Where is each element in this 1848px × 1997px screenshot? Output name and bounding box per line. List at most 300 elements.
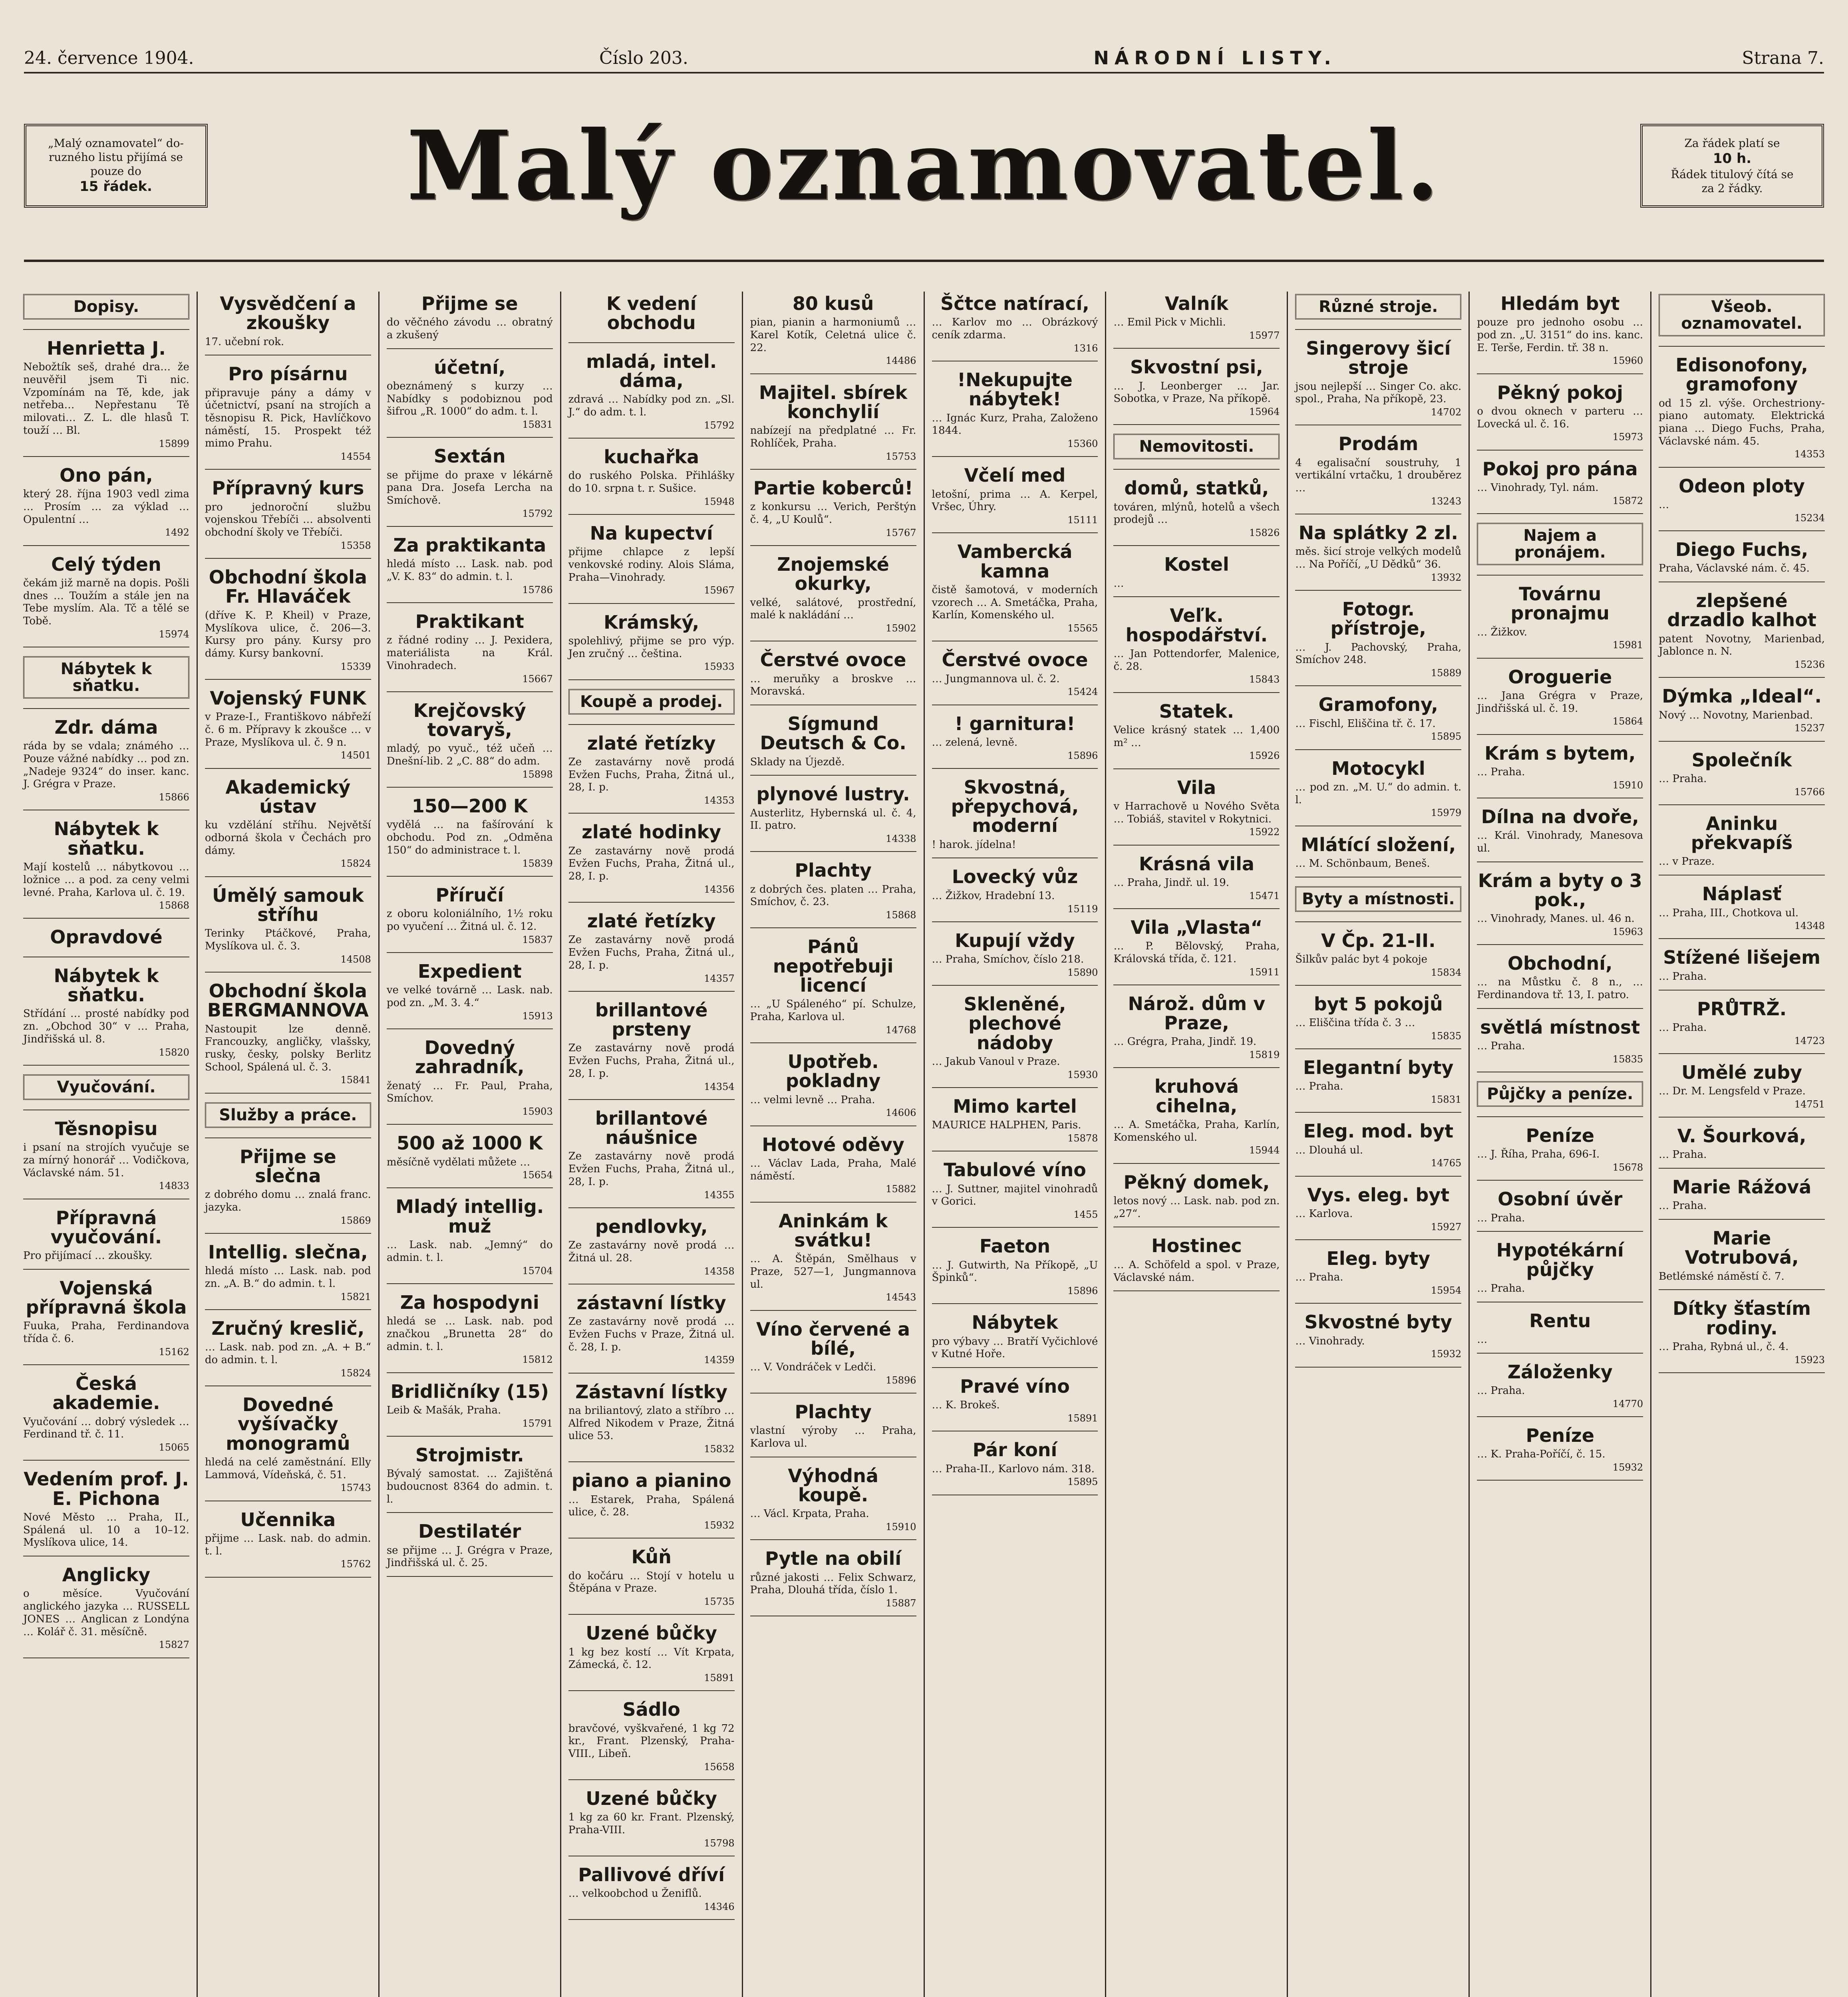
ad-text: … Dr. M. Lengsfeld v Praze. — [1659, 1085, 1806, 1098]
classified-ad — [387, 796, 553, 877]
ad-number: 14770 — [1612, 1398, 1643, 1409]
ad-number: 15791 — [522, 1417, 553, 1429]
ad-text: … Praha. — [1477, 1040, 1525, 1052]
ad-text: bravčové, vyškvařené, 1 kg 72 kr., Frant. Plzenský, Praha-VIII., Libeň. — [568, 1722, 735, 1760]
ad-title: Nemovitosti. — [1113, 434, 1280, 459]
classified-ad — [387, 447, 553, 527]
ad-number: 15895 — [1067, 1476, 1098, 1488]
ad-number: 15967 — [704, 585, 735, 596]
ad-text: … J. Gutwirth, Na Příkopě, „U Špinků“. — [932, 1259, 1098, 1284]
ad-title: Sextán — [433, 445, 506, 467]
ad-title: Uzené bůčky — [586, 1787, 717, 1809]
ad-number: 1316 — [1073, 342, 1098, 354]
section-heading — [205, 1102, 371, 1138]
ad-number: 15933 — [704, 661, 735, 673]
classified-ad — [1659, 1177, 1825, 1220]
ad-title: PRŮTRŽ. — [1697, 998, 1787, 1020]
ad-number: 15895 — [1431, 731, 1462, 742]
ad-column — [16, 292, 198, 1997]
ad-title: Opravdové — [50, 926, 163, 948]
ad-title: Vojenská přípravná škola — [26, 1277, 187, 1318]
classified-ad — [1477, 1126, 1643, 1181]
classified-ad — [1659, 591, 1825, 678]
ad-title: ! garnitura! — [954, 713, 1075, 734]
ad-title: Úmělý samouk stříhu — [212, 884, 364, 925]
classified-ad — [387, 612, 553, 692]
classified-ad — [1477, 667, 1643, 735]
masthead — [24, 108, 1824, 228]
classified-ad — [205, 1319, 371, 1386]
ad-title: V Čp. 21-II. — [1321, 929, 1436, 951]
ad-text: ! harok. jídelna! — [932, 838, 1016, 851]
ad-text: … na Můstku č. 8 n., … Ferdinandova tř. 13, I. patro. — [1477, 976, 1643, 1001]
ad-text: … Žižkov. — [1477, 626, 1527, 638]
classified-ad — [1477, 584, 1643, 659]
ad-number: 15974 — [159, 628, 189, 640]
ad-title: Fotogr. přístroje, — [1330, 598, 1427, 639]
ad-text: i psaní na strojích vyučuje se za mírný honorář … Vodičkova, Václavské nám. 51. — [23, 1141, 189, 1179]
ad-number: 14606 — [886, 1107, 916, 1119]
classified-ad — [568, 524, 735, 604]
classified-ad — [387, 1293, 553, 1373]
classified-ad — [23, 1565, 189, 1658]
ad-number: 15869 — [340, 1215, 371, 1226]
classified-ad — [1477, 459, 1643, 514]
ad-title: 500 až 1000 K — [396, 1132, 543, 1154]
ad-text: Nový … Novotny, Marienbad. — [1659, 709, 1813, 721]
classified-ad — [1477, 1189, 1643, 1232]
ad-number: 14353 — [704, 795, 735, 806]
classified-ad — [1295, 1312, 1461, 1367]
ad-number: 15786 — [522, 584, 553, 596]
classified-ad — [205, 689, 371, 769]
ad-text: pian, pianin a harmoniumů … Karel Kotík, Celetná ulice č. 22. — [750, 316, 916, 354]
classified-ad — [568, 1109, 735, 1208]
classified-ad — [1659, 814, 1825, 875]
ad-text: … P. Bělovský, Praha, Královská třída, č. 121. — [1113, 940, 1280, 965]
classified-ad — [568, 613, 735, 680]
classified-ad — [1659, 948, 1825, 990]
ad-title: Stížené lišejem — [1663, 947, 1821, 969]
ad-text: Nastoupit lze denně. Francouzky, angličky, vlašsky, rusky, česky, polsky Berlitz School, Spálená ul. č. 3. — [205, 1023, 371, 1073]
ad-text: Mají kostelů … nábytkovou … ložnice … a pod. za ceny velmi levné. Praha, Karlova ul. č. 19. — [23, 861, 189, 899]
ad-number: 15979 — [1431, 807, 1462, 819]
classified-ad — [1295, 835, 1461, 877]
ad-title: kuchařka — [604, 446, 699, 468]
ad-number: 15926 — [1249, 750, 1280, 762]
ad-title: Intellig. slečna, — [208, 1241, 368, 1263]
ad-title: K vedení obchodu — [606, 293, 697, 334]
ad-number: 15930 — [1067, 1069, 1098, 1080]
classified-ad — [932, 714, 1098, 769]
classified-ad — [1113, 357, 1280, 425]
ad-number: 15882 — [886, 1183, 916, 1195]
ad-number: 15832 — [704, 1443, 735, 1455]
ad-number: 14702 — [1431, 407, 1462, 418]
ad-text: … Grégra, Praha, Jindř. 19. — [1113, 1036, 1257, 1048]
ad-text: … Praha. — [1659, 1200, 1707, 1212]
classified-ad — [1659, 1299, 1825, 1373]
ad-title: Příručí — [435, 884, 504, 906]
ad-title: Pár koní — [972, 1439, 1057, 1461]
ad-text: … zelená, levně. — [932, 736, 1018, 748]
ad-number: 15964 — [1249, 406, 1280, 418]
ad-text: … Praha-II., Karlovo nám. 318. — [932, 1463, 1095, 1475]
classified-ad — [750, 1052, 916, 1126]
ad-number: 15868 — [159, 900, 189, 911]
ad-number: 14359 — [704, 1354, 735, 1366]
classified-ad — [568, 1624, 735, 1691]
ad-number: 14554 — [340, 451, 371, 463]
ad-title: Zručný kreslič, — [211, 1317, 365, 1339]
ad-number: 15891 — [704, 1672, 735, 1683]
ad-text: … — [1477, 1334, 1488, 1346]
classified-ad — [205, 1147, 371, 1234]
ad-number: 15236 — [1794, 659, 1825, 671]
ad-title: Vojenský FUNK — [210, 687, 366, 709]
ad-column — [1288, 292, 1470, 1997]
classified-ad — [750, 555, 916, 641]
ad-title: Faeton — [979, 1235, 1051, 1257]
ad-text: Terinky Ptáčkové, Praha, Myslíkova ul. č. 3. — [205, 927, 371, 952]
header-page: Strana 7. — [1742, 48, 1824, 68]
ad-number: 15827 — [159, 1639, 189, 1651]
right-box-line: 10 h. — [1713, 151, 1752, 167]
ad-title: Prodám — [1338, 433, 1419, 455]
ad-number: 15903 — [522, 1106, 553, 1117]
ad-title: Hostinec — [1151, 1235, 1242, 1257]
ad-title: zlaté řetízky — [587, 910, 716, 932]
ad-column — [925, 292, 1107, 1997]
ad-title: Krásná vila — [1139, 853, 1254, 875]
ad-title: Osobní úvěr — [1498, 1188, 1623, 1210]
classified-ad — [932, 1097, 1098, 1151]
ad-title: Rentu — [1529, 1310, 1591, 1332]
ad-number: 15932 — [1612, 1462, 1643, 1473]
ad-text: měsíčně vydělati můžete … — [386, 1156, 531, 1168]
ad-text: se přijme do praxe v lékárně pana Dra. Josefa Lercha na Smíchově. — [386, 469, 553, 507]
classified-ad — [750, 784, 916, 852]
classified-ad — [1477, 1426, 1643, 1481]
ad-title: Krám a byty o 3 pok., — [1478, 869, 1642, 911]
classified-ad — [387, 1038, 553, 1125]
classified-ad — [932, 294, 1098, 361]
ad-number: 14353 — [1794, 449, 1825, 460]
ad-title: mladá, intel. dáma, — [586, 350, 717, 391]
ad-number: 15762 — [340, 1558, 371, 1570]
ad-text: do ruského Polska. Přihlášky do 10. srpna t. r. Sušice. — [568, 470, 735, 494]
ad-number: 15565 — [1067, 623, 1098, 634]
classified-ad — [387, 1133, 553, 1188]
ad-number: 14348 — [1794, 920, 1825, 932]
classified-ad — [932, 370, 1098, 457]
ad-number: 1492 — [165, 527, 189, 538]
classified-ad — [568, 822, 735, 903]
classified-ad — [750, 1211, 916, 1311]
ad-text: z konkursu … Verich, Perštýn č. 4, „U Koulů“. — [750, 501, 916, 526]
ad-title: Společník — [1691, 749, 1792, 771]
ad-text: … Jakub Vanoul v Praze. — [932, 1055, 1060, 1068]
ad-title: Oroguerie — [1508, 666, 1612, 688]
ad-text: Šilkův palác byt 4 pokoje — [1295, 953, 1428, 965]
ad-text: přijme chlapce z lepší venkovské rodiny. Alois Sláma, Praha—Vinohrady. — [568, 546, 735, 584]
ad-text: z řádné rodiny … J. Pexidera, materiálista na Král. Vinohradech. — [386, 634, 553, 672]
ad-number: 15654 — [522, 1169, 553, 1181]
ad-text: … Ignác Kurz, Praha, Založeno 1844. — [932, 412, 1098, 437]
ad-title: Skvostná, přepychová, moderní — [951, 776, 1079, 837]
ad-text: Ze zastavárny nově prodá Evžen Fuchs, Praha, Žitná ul., 28, I. p. — [568, 1150, 735, 1188]
classified-ad — [387, 1382, 553, 1437]
ad-number: 15111 — [1067, 514, 1098, 526]
ad-text: … Jungmannova ul. č. 2. — [932, 673, 1060, 685]
ad-text: hledá místo … Lask. nab. pod „V. K. 83“ do admin. t. l. — [386, 558, 553, 583]
ad-title: Obchodní škola BERGMANNOVA — [207, 980, 369, 1021]
ad-title: Hotové oděvy — [762, 1133, 904, 1155]
ad-text: MAURICE HALPHEN, Paris. — [932, 1119, 1081, 1132]
ad-title: účetní, — [434, 356, 506, 378]
ad-text: … Praha, III., Chotkova ul. — [1659, 907, 1799, 919]
ad-number: 15898 — [522, 768, 553, 780]
ad-text: Ze zastavárny nově prodá Evžen Fuchs, Praha, Žitná ul., 28, I. p. — [568, 845, 735, 883]
classified-ad — [932, 931, 1098, 986]
ad-title: Tabulové víno — [944, 1159, 1086, 1181]
classified-ad — [750, 383, 916, 470]
section-heading — [23, 294, 189, 330]
ad-title: Půjčky a peníze. — [1477, 1081, 1643, 1107]
ad-text: … Praha, Smíchov, číslo 218. — [932, 953, 1084, 966]
ad-number: 15981 — [1612, 639, 1643, 651]
ad-title: Mlátící složení, — [1301, 834, 1456, 856]
ad-title: Náplasť — [1702, 883, 1782, 905]
ad-title: Eleg. byty — [1326, 1248, 1431, 1270]
ad-number: 15360 — [1067, 438, 1098, 450]
classified-ad — [387, 358, 553, 438]
ad-number: 15065 — [159, 1442, 189, 1453]
ad-number: 15890 — [1067, 967, 1098, 978]
ad-title: Pravé víno — [960, 1375, 1070, 1397]
ad-title: zlaté hodinky — [582, 821, 721, 843]
ad-title: Různé stroje. — [1295, 294, 1461, 320]
section-heading — [1477, 523, 1643, 576]
ad-title: Dýmka „Ideal“. — [1662, 685, 1822, 707]
ad-number: 15872 — [1612, 495, 1643, 506]
ad-title: Vyučování. — [23, 1074, 189, 1100]
classified-ad — [1659, 355, 1825, 468]
ad-number: 13243 — [1431, 495, 1462, 507]
masthead-rule — [24, 260, 1824, 262]
classified-ad — [1295, 523, 1461, 591]
ad-text: čekám již marně na dopis. Pošli dnes … Toužím a stále jen na Tebe myslím. Ala. Tč a tělé se Tobě. — [23, 577, 189, 627]
ad-title: piano a pianino — [571, 1470, 731, 1492]
classified-ad — [1659, 884, 1825, 939]
ad-text: ve velké továrně … Lask. nab. pod zn. „M. 3. 4.“ — [386, 984, 553, 1009]
ad-text: vlastní výroby … Praha, Karlova ul. — [750, 1425, 916, 1450]
ad-number: 15835 — [1431, 1030, 1462, 1042]
ad-title: byt 5 pokojů — [1313, 993, 1443, 1015]
ad-title: Přijme se — [421, 293, 518, 314]
ad-text: Ze zastavárny nově prodá Evžen Fuchs, Praha, Žitná ul., 28, I. p. — [568, 934, 735, 971]
classified-ad — [387, 536, 553, 603]
classified-ad — [932, 995, 1098, 1088]
section-heading — [1295, 294, 1461, 330]
ad-text: … Praha. — [1659, 772, 1707, 785]
ad-text: Střídání … prosté nabídky pod zn. „Obchod 30“ v … Praha, Jindřišská ul. 8. — [23, 1008, 189, 1045]
ad-title: zlepšené drzadlo kalhot — [1667, 590, 1816, 631]
ad-column — [380, 292, 561, 1997]
ad-number: 15424 — [1067, 686, 1098, 698]
ad-text: obeznámený s kurzy … Nabídky s podobiznou pod šifrou „R. 1000“ do adm. t. l. — [386, 380, 553, 418]
ad-text: továren, mlýnů, hotelů a všech prodejů … — [1113, 501, 1280, 526]
ad-text: Ze zastavárny nově prodá Evžen Fuchs, Praha, Žitná ul., 28, I. p. — [568, 756, 735, 794]
ad-number: 15824 — [340, 858, 371, 869]
classified-ad — [568, 1789, 735, 1856]
ad-text: … Jana Grégra v Praze, Jindřišská ul. č. 19. — [1477, 689, 1643, 715]
ad-text: … Jan Pottendorfer, Malenice, č. 28. — [1113, 647, 1280, 673]
ad-title: Nábytek k sňatku. — [23, 656, 189, 699]
ad-title: Vedením prof. J. E. Pichona — [24, 1468, 189, 1509]
ad-number: 15839 — [522, 858, 553, 869]
ad-title: Byty a místnosti. — [1295, 886, 1461, 912]
ad-title: Česká akademie. — [52, 1373, 160, 1414]
ad-number: 15834 — [1431, 967, 1462, 978]
ad-text: velké, salátové, prostřední, malé k nakládání … — [750, 596, 916, 621]
classified-ad — [1113, 1236, 1280, 1291]
ad-number: 15667 — [522, 673, 553, 685]
ad-title: Umělé zuby — [1681, 1061, 1802, 1083]
ad-title: Plachty — [795, 860, 872, 881]
ad-text: různé jakosti … Felix Schwarz, Praha, Dlouhá třída, číslo 1. — [750, 1571, 916, 1596]
ad-number: 15973 — [1612, 431, 1643, 443]
ad-number: 14358 — [704, 1265, 735, 1277]
ad-title: domů, statků, — [1124, 477, 1269, 499]
ad-number: 15835 — [1612, 1053, 1643, 1065]
ad-number: 15866 — [159, 792, 189, 803]
ad-text: letošní, prima … A. Kerpel, Vršec, Úhry. — [932, 488, 1098, 513]
ad-text: … K. Brokeš. — [932, 1399, 1000, 1411]
ad-text: … Eliščina třída č. 3 … — [1295, 1017, 1415, 1029]
ad-text: hledá se … Lask. nab. pod značkou „Brunetta 28“ do admin. t. l. — [386, 1315, 553, 1353]
ad-title: Včelí med — [964, 465, 1066, 486]
ad-title: Zástavní lístky — [575, 1381, 728, 1403]
classified-ad — [1659, 1126, 1825, 1169]
ad-number: 15910 — [1612, 779, 1643, 791]
ad-text: mladý, po vyuč., též učeň … Dnešní-lib. 2 „C. 88“ do adm. — [386, 742, 553, 768]
ad-title: Pytle na obilí — [765, 1548, 902, 1570]
ad-text: … V. Vondráček v Ledči. — [750, 1361, 876, 1374]
ad-title: Anglicky — [62, 1564, 151, 1586]
classified-ad — [750, 861, 916, 928]
ad-number: 14355 — [704, 1189, 735, 1201]
ad-number: 15932 — [704, 1519, 735, 1531]
classified-ad — [568, 734, 735, 814]
ad-title: kruhová cihelna, — [1154, 1076, 1239, 1117]
ad-title: Přípravná vyučování. — [50, 1207, 162, 1248]
classified-ad — [568, 1000, 735, 1100]
ad-text: … Praha. — [1477, 1282, 1525, 1295]
classified-ad — [1477, 1018, 1643, 1072]
classified-ad — [1295, 1122, 1461, 1176]
ad-number: 15812 — [522, 1354, 553, 1366]
ad-text: Ze zastavárny nově prodá Evžen Fuchs, Praha, Žitná ul., 28, I. p. — [568, 1042, 735, 1080]
ad-number: 14765 — [1431, 1157, 1462, 1169]
ad-title: Peníze — [1526, 1125, 1594, 1147]
ad-number: 15824 — [340, 1367, 371, 1379]
ad-number: 15910 — [886, 1521, 916, 1533]
ad-number: 14486 — [886, 355, 916, 367]
ad-title: zástavní lístky — [576, 1292, 726, 1314]
ad-text: … Praha. — [1477, 1212, 1525, 1224]
classified-ad — [387, 701, 553, 788]
classified-ad — [387, 1197, 553, 1284]
ad-text: … Lask. nab. pod zn. „A. + B.“ do admin. t. l. — [205, 1341, 371, 1366]
ad-title: Výhodná koupě. — [788, 1465, 878, 1506]
ad-text: … velmi levně … Praha. — [750, 1094, 875, 1106]
ad-number: 15743 — [340, 1482, 371, 1494]
classified-ad — [750, 1402, 916, 1457]
ad-number: 15841 — [340, 1074, 371, 1086]
classified-ad — [23, 1374, 189, 1461]
section-heading — [23, 1074, 189, 1110]
classified-ad — [568, 352, 735, 439]
ad-title: Obchodní, — [1507, 953, 1613, 975]
classified-ad — [1477, 1311, 1643, 1354]
section-heading — [1659, 294, 1825, 347]
section-heading — [1477, 1081, 1643, 1117]
ad-title: Partie koberců! — [753, 477, 913, 499]
ad-title: Veľk. hospodářství. — [1125, 605, 1268, 646]
ad-title: Edisonofony, gramofony — [1675, 354, 1808, 395]
classified-ad — [1295, 759, 1461, 826]
classified-ad — [750, 1320, 916, 1394]
classified-ad — [932, 650, 1098, 705]
ad-text: Nové Město … Praha, II., Spálená ul. 10 a 10–12. Myslíkova ulice, 14. — [23, 1511, 189, 1549]
ad-title: Dovedný zahradník, — [415, 1036, 525, 1078]
classified-ad — [1477, 744, 1643, 798]
classified-ad — [23, 819, 189, 919]
ad-text: … v Praze. — [1659, 856, 1715, 868]
ad-text: … pod zn. „M. U.“ do admin. t. l. — [1295, 781, 1462, 806]
ad-number: 15922 — [1249, 826, 1280, 838]
ad-text: letos nový … Lask. nab. pod zn. „27“. — [1113, 1195, 1280, 1220]
ad-title: Hypotékární půjčky — [1496, 1239, 1624, 1280]
classified-ad — [1113, 918, 1280, 985]
right-box-line: za 2 řádky. — [1701, 181, 1763, 195]
classified-ad — [205, 981, 371, 1094]
ad-text: v Harrachově u Nového Světa … Tobiáš, stavitel v Rokytnici. — [1113, 800, 1280, 825]
ad-title: Pallivové dříví — [578, 1864, 725, 1886]
classified-ad — [1113, 606, 1280, 693]
ad-title: Vambercká kamna — [957, 541, 1073, 582]
classified-ad — [387, 294, 553, 349]
classified-ad — [1477, 1362, 1643, 1417]
header-issue: Číslo 203. — [599, 48, 688, 68]
ad-number: 13932 — [1431, 572, 1462, 583]
ad-text: … Praha, Rybná ul., č. 4. — [1659, 1341, 1789, 1353]
ad-number: 15792 — [522, 508, 553, 519]
ad-text: ráda by se vdala; známého … Pouze vážné nabídky … pod zn. „Nadeje 9324“ do inser. kanc. J. Grégra v Praze. — [23, 740, 189, 790]
ad-number: 15887 — [886, 1598, 916, 1609]
left-box-line: 15 řádek. — [79, 179, 152, 195]
ad-number: 14723 — [1794, 1035, 1825, 1046]
ad-text: … Praha. — [1477, 766, 1525, 778]
right-box-line: Řádek titulový čítá se — [1671, 167, 1794, 181]
classified-ad — [568, 1471, 735, 1538]
ad-number: 15735 — [704, 1596, 735, 1607]
classified-ad — [23, 966, 189, 1066]
ad-number: 15237 — [1794, 723, 1825, 734]
ad-text: 1 kg bez kostí … Vít Krpata, Zámecká, č. 12. — [568, 1646, 735, 1671]
ad-text: Velice krásný statek … 1,400 m² … — [1113, 724, 1280, 749]
